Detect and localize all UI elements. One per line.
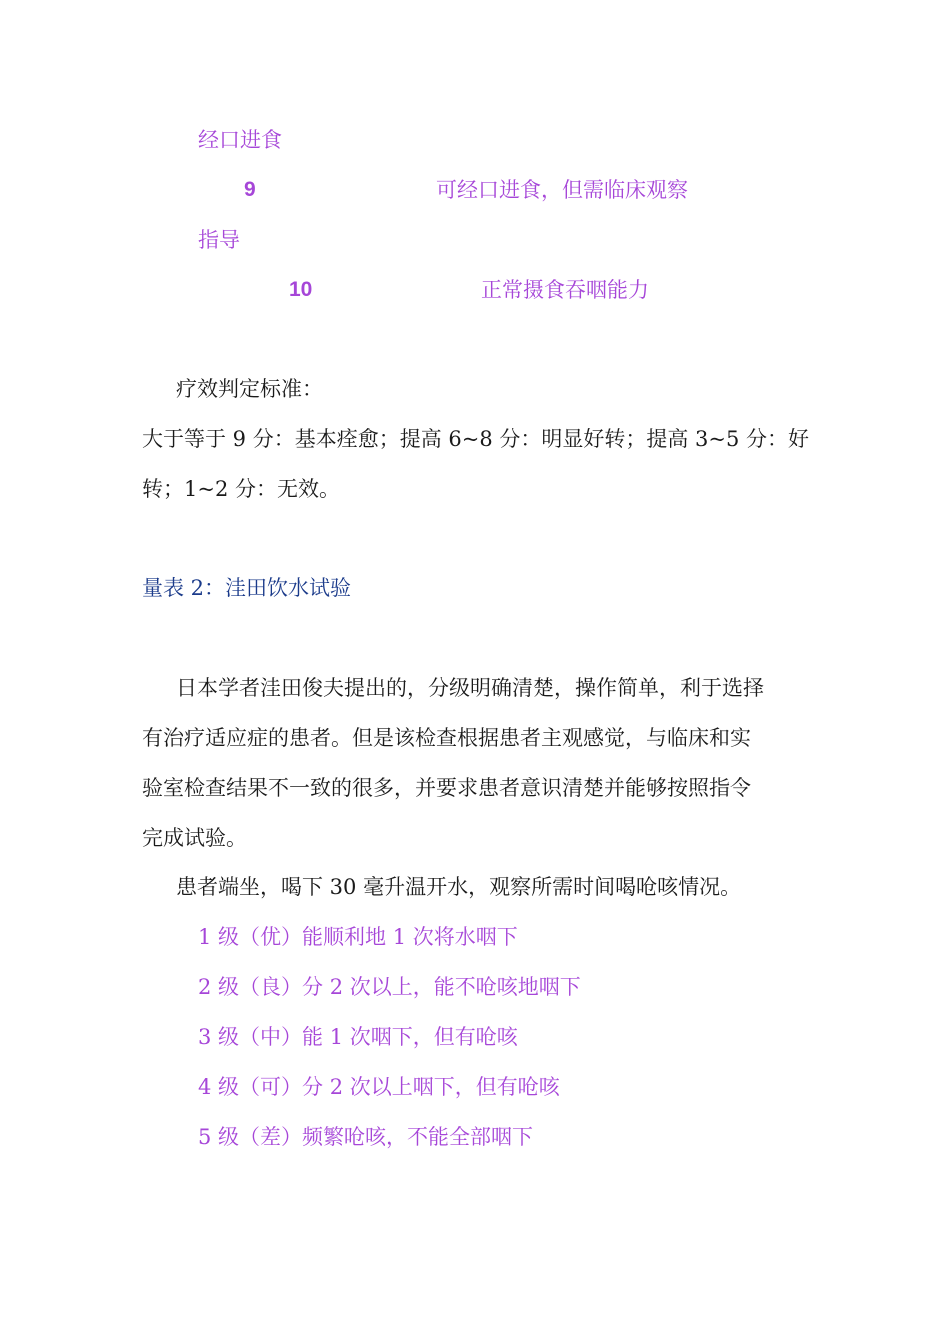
intro-line-2: 有治疗适应症的患者。但是该检查根据患者主观感觉，与临床和实 [142, 726, 751, 750]
intro-line-4: 完成试验。 [142, 826, 247, 850]
table-row-9-continuation: 指导 [198, 228, 240, 252]
table-row-10-description: 正常摄食吞咽能力 [481, 278, 649, 302]
criteria-heading: 疗效判定标准： [176, 377, 323, 401]
table-row-9-score: 9 [244, 178, 256, 201]
table-row-8-continuation: 经口进食 [198, 128, 282, 152]
grade-3: 3 级（中）能 1 次咽下，但有呛咳 [198, 1025, 518, 1049]
procedure-text: 患者端坐，喝下 30 毫升温开水，观察所需时间喝呛咳情况。 [176, 875, 742, 899]
scale-2-title: 量表 2：洼田饮水试验 [142, 576, 352, 600]
table-row-10-score: 10 [289, 278, 313, 301]
grade-5: 5 级（差）频繁呛咳，不能全部咽下 [198, 1125, 534, 1149]
grade-2: 2 级（良）分 2 次以上，能不呛咳地咽下 [198, 975, 581, 999]
grade-4: 4 级（可）分 2 次以上咽下，但有呛咳 [198, 1075, 560, 1099]
criteria-line-2: 转；1~2 分：无效。 [142, 477, 340, 501]
intro-line-1: 日本学者洼田俊夫提出的，分级明确清楚，操作简单，利于选择 [176, 676, 764, 700]
intro-line-3: 验室检查结果不一致的很多，并要求患者意识清楚并能够按照指令 [142, 776, 751, 800]
criteria-line-1: 大于等于 9 分：基本痊愈；提高 6~8 分：明显好转；提高 3~5 分：好 [142, 427, 810, 451]
table-row-9-description: 可经口进食，但需临床观察 [436, 178, 688, 202]
grade-1: 1 级（优）能顺利地 1 次将水咽下 [198, 925, 518, 949]
